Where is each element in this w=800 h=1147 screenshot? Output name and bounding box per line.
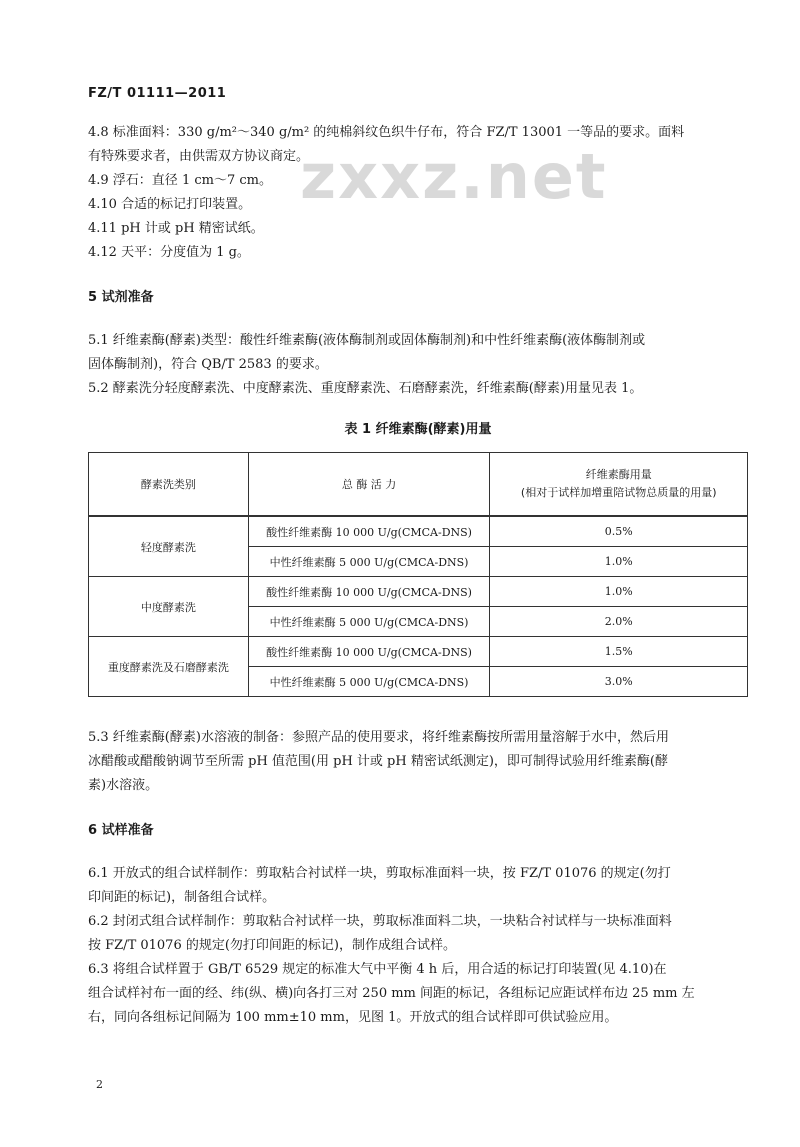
page-number: 2 bbox=[96, 1078, 103, 1091]
para-6-3-line-1: 6.3 将组合试样置于 GB/T 6529 规定的标准大气中平衡 4 h 后，用合适的标记打印装置(见 4.10)在 bbox=[88, 962, 667, 977]
para-4-9: 4.9 浮石：直径 1 cm～7 cm。 bbox=[88, 173, 272, 188]
para-6-3-line-3: 右，同向各组标记间隔为 100 mm±10 mm，见图 1。开放式的组合试样即可供试验应用。 bbox=[88, 1010, 618, 1025]
para-6-1-line-1: 6.1 开放式的组合试样制作：剪取粘合衬试样一块，剪取标准面料一块，按 FZ/T 01076 的规定(勿打 bbox=[88, 866, 671, 881]
dosage-cell: 3.0% bbox=[490, 667, 748, 697]
para-4-12: 4.12 天平：分度值为 1 g。 bbox=[88, 245, 250, 260]
header-dosage-line-2: (相对于试样加增重陪试物总质量的用量) bbox=[520, 486, 717, 499]
para-4-11: 4.11 pH 计或 pH 精密试纸。 bbox=[88, 221, 264, 236]
para-5-3-line-3: 素)水溶液。 bbox=[88, 778, 159, 793]
activity-cell: 中性纤维素酶 5 000 U/g(CMCA-DNS) bbox=[248, 547, 490, 577]
para-5-1-line-1: 5.1 纤维素酶(酵素)类型：酸性纤维素酶(液体酶制剂或固体酶制剂)和中性纤维素酶(液体酶制剂或 bbox=[88, 333, 646, 348]
section-5-heading: 5 试剂准备 bbox=[88, 290, 154, 305]
enzyme-dosage-table bbox=[88, 452, 748, 697]
para-5-3-line-2: 冰醋酸或醋酸钠调节至所需 pH 值范围(用 pH 计或 pH 精密试纸测定)，即可制得试验用纤维素酶(酵 bbox=[88, 754, 668, 769]
category-cell: 轻度酵素洗 bbox=[89, 516, 249, 577]
header-activity: 总 酶 活 力 bbox=[248, 453, 490, 517]
dosage-cell: 1.5% bbox=[490, 637, 748, 667]
table-caption: 表 1 纤维素酶(酵素)用量 bbox=[344, 422, 492, 437]
table-row bbox=[89, 577, 748, 607]
para-4-8-line-1: 4.8 标准面料：330 g/m²～340 g/m² 的纯棉斜纹色织牛仔布，符合 FZ/T 13001 一等品的要求。面料 bbox=[88, 125, 685, 140]
para-6-2-line-1: 6.2 封闭式组合试样制作：剪取粘合衬试样一块，剪取标准面料二块，一块粘合衬试样与一块标准面料 bbox=[88, 914, 672, 929]
category-cell: 重度酵素洗及石磨酵素洗 bbox=[89, 637, 249, 697]
para-5-2: 5.2 酵素洗分轻度酵素洗、中度酵素洗、重度酵素洗、石磨酵素洗，纤维素酶(酵素)用量见表 1。 bbox=[88, 381, 643, 396]
table-row bbox=[89, 637, 748, 667]
activity-cell: 中性纤维素酶 5 000 U/g(CMCA-DNS) bbox=[248, 607, 490, 637]
activity-cell: 酸性纤维素酶 10 000 U/g(CMCA-DNS) bbox=[248, 516, 490, 547]
para-5-3-line-1: 5.3 纤维素酶(酵素)水溶液的制备：参照产品的使用要求，将纤维素酶按所需用量溶解于水中，然后用 bbox=[88, 730, 669, 745]
para-4-10: 4.10 合适的标记打印装置。 bbox=[88, 197, 252, 212]
section-6-heading: 6 试样准备 bbox=[88, 823, 154, 838]
standard-number-header: FZ/T 01111—2011 bbox=[88, 86, 227, 101]
dosage-cell: 1.0% bbox=[490, 577, 748, 607]
para-6-2-line-2: 按 FZ/T 01076 的规定(勿打印间距的标记)，制作成组合试样。 bbox=[88, 938, 456, 953]
para-4-8-line-2: 有特殊要求者，由供需双方协议商定。 bbox=[88, 149, 310, 164]
dosage-cell: 1.0% bbox=[490, 547, 748, 577]
para-5-1-line-2: 固体酶制剂)，符合 QB/T 2583 的要求。 bbox=[88, 357, 328, 372]
para-6-3-line-2: 组合试样衬布一面的经、纬(纵、横)向各打三对 250 mm 间距的标记，各组标记应距试样布边 25 mm 左 bbox=[88, 986, 695, 1001]
table-row bbox=[89, 516, 748, 547]
header-dosage bbox=[490, 453, 748, 517]
para-6-1-line-2: 印间距的标记)，制备组合试样。 bbox=[88, 890, 276, 905]
dosage-cell: 0.5% bbox=[490, 516, 748, 547]
category-cell: 中度酵素洗 bbox=[89, 577, 249, 637]
site-watermark: zxxz.net bbox=[300, 140, 608, 213]
activity-cell: 酸性纤维素酶 10 000 U/g(CMCA-DNS) bbox=[248, 577, 490, 607]
header-dosage-line-1: 纤维素酶用量 bbox=[585, 468, 652, 481]
table-header-row bbox=[89, 453, 748, 517]
activity-cell: 中性纤维素酶 5 000 U/g(CMCA-DNS) bbox=[248, 667, 490, 697]
dosage-cell: 2.0% bbox=[490, 607, 748, 637]
activity-cell: 酸性纤维素酶 10 000 U/g(CMCA-DNS) bbox=[248, 637, 490, 667]
header-category: 酵素洗类别 bbox=[89, 453, 249, 517]
